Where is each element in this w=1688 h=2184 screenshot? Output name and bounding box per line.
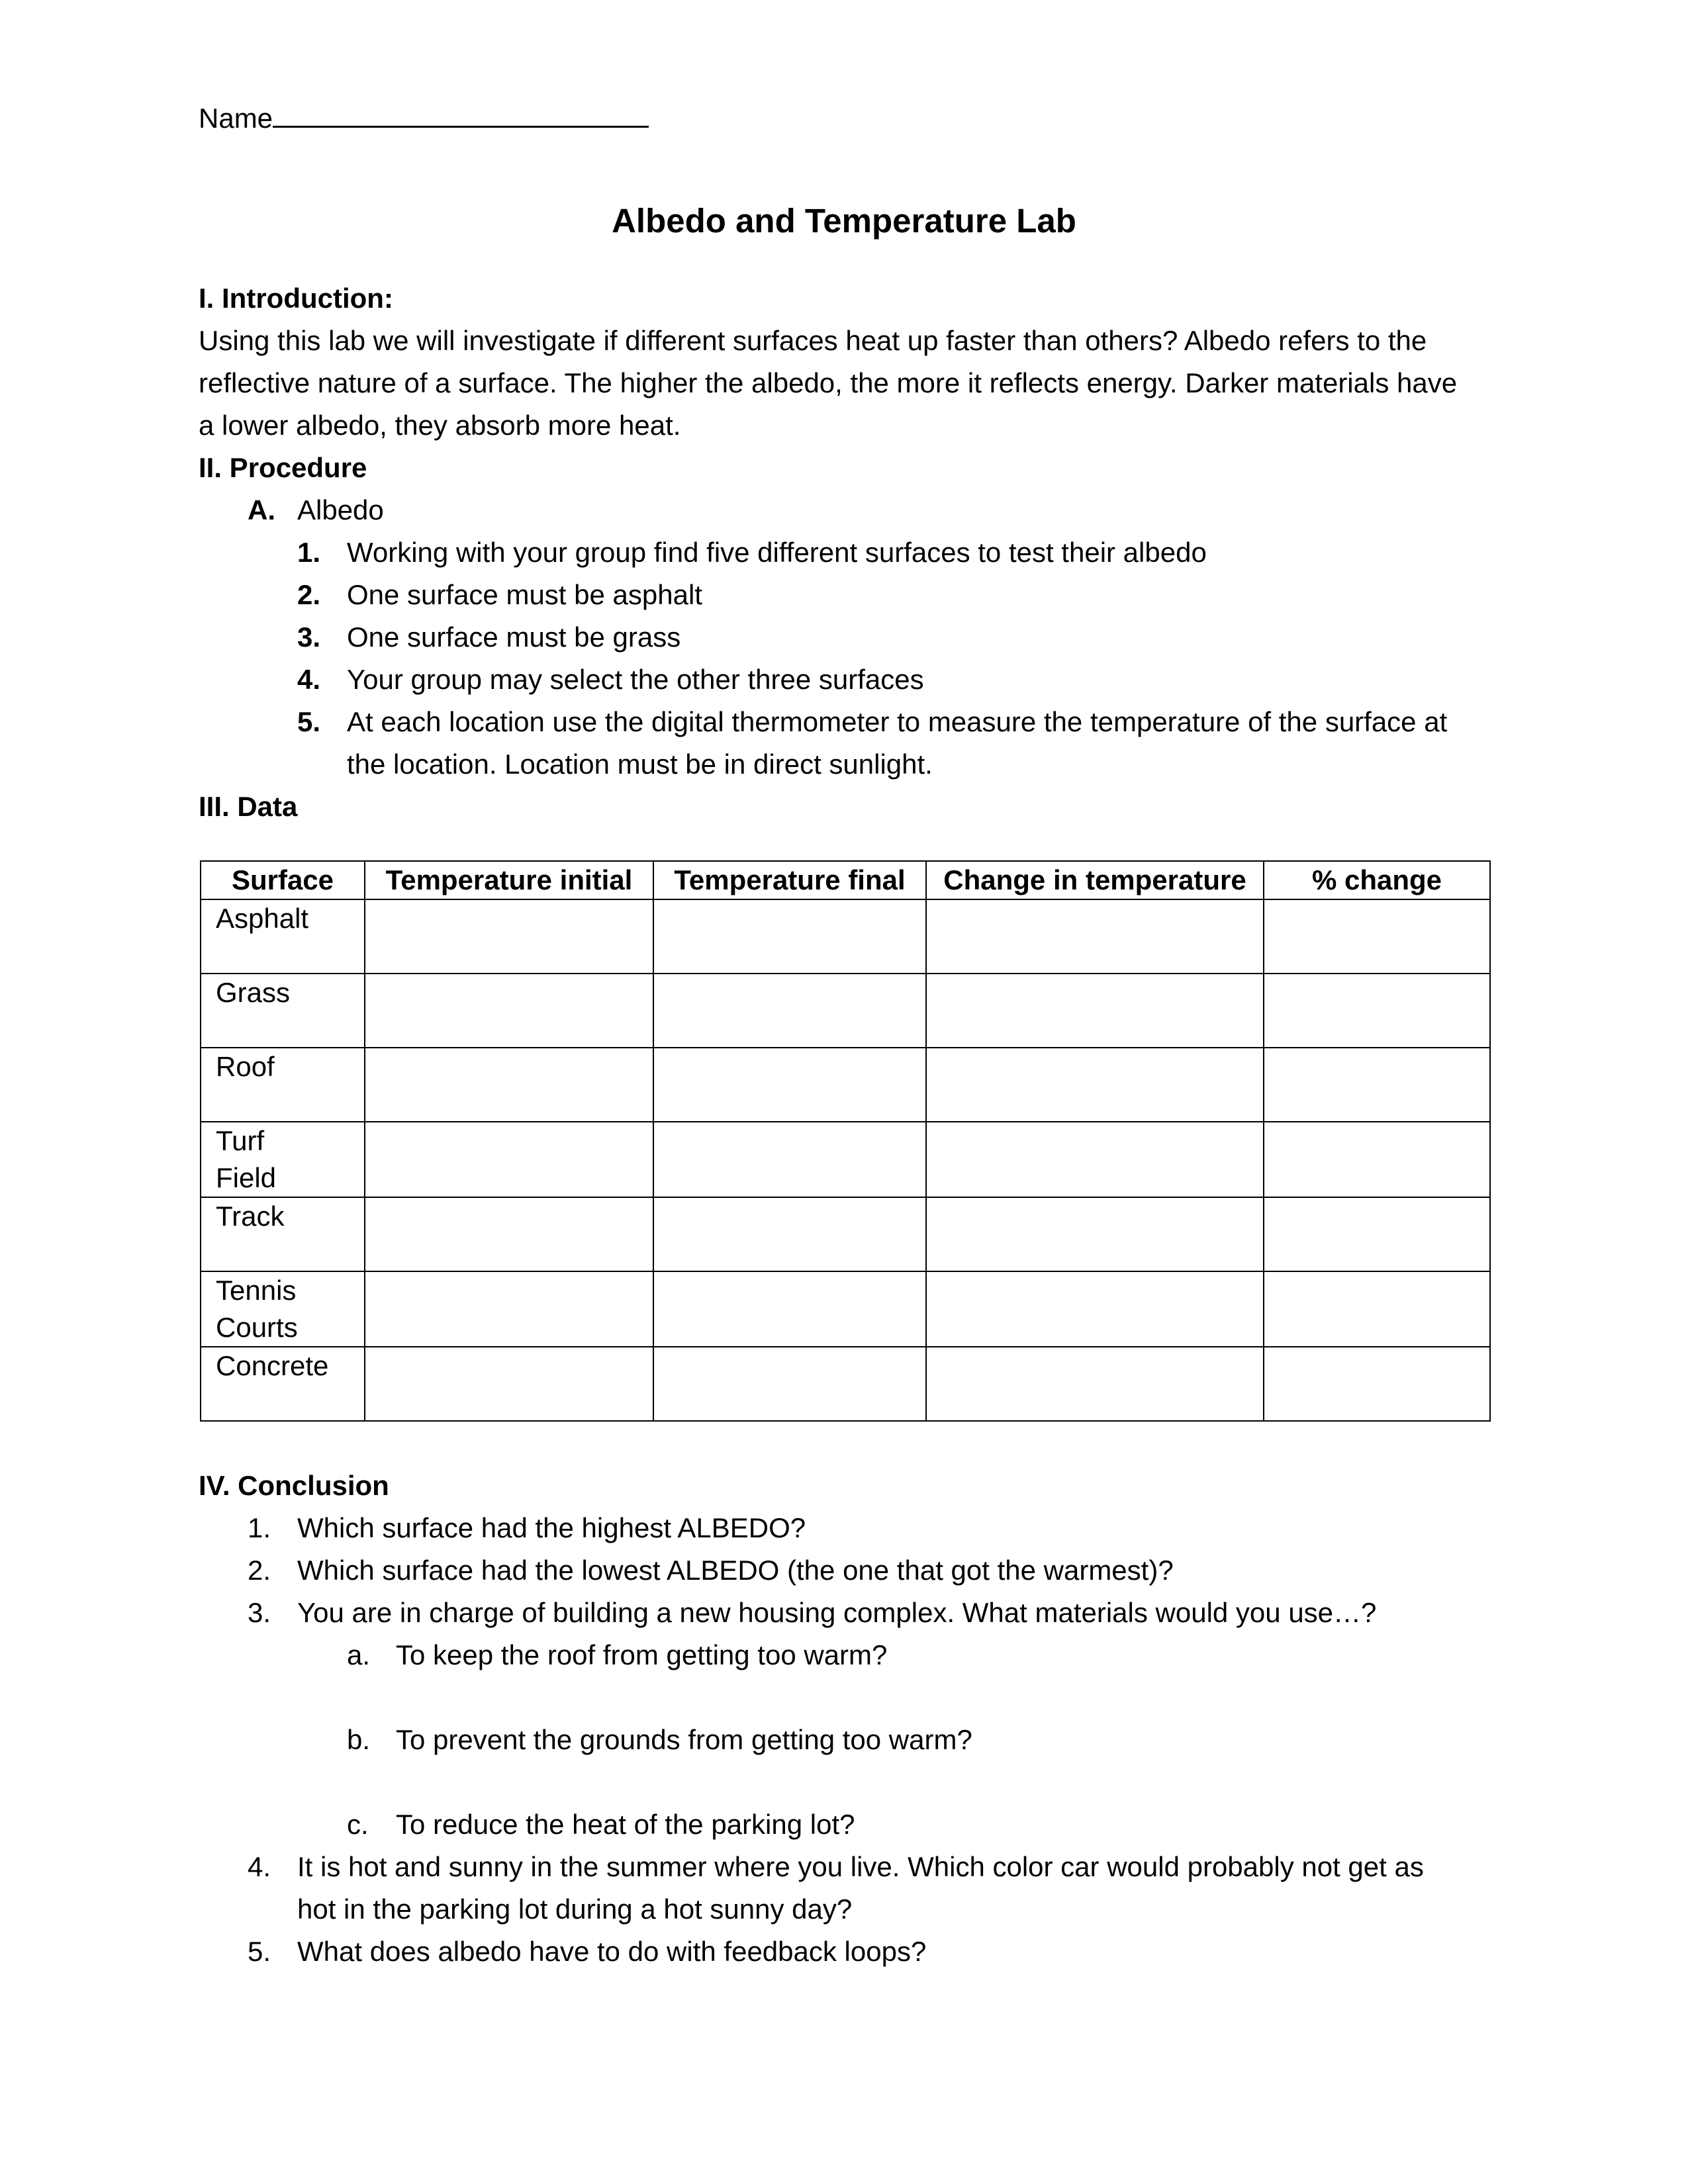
introduction-line-2: reflective nature of a surface. The higher the albedo, the more it reflects energy. Darker materials have [199, 367, 1458, 398]
column-header-temperature-final: Temperature final [653, 861, 926, 899]
introduction-line-1: Using this lab we will investigate if different surfaces heat up faster than others? Albedo refers to the [199, 325, 1427, 356]
step-number: 3. [297, 621, 321, 653]
table-row [201, 974, 1490, 1048]
surface-cell [201, 974, 365, 1048]
temperature-final-cell[interactable] [653, 1048, 926, 1122]
change-in-temperature-cell[interactable] [926, 1048, 1264, 1122]
name-label: Name [199, 103, 273, 134]
question-number: 1. [248, 1512, 271, 1543]
column-header-surface: Surface [201, 861, 365, 899]
procedure-section-label: Albedo [297, 494, 384, 525]
subquestion-letter: a. [347, 1639, 371, 1670]
surface-label: Roof [216, 1051, 275, 1082]
question-text: What does albedo have to do with feedback loops? [297, 1936, 927, 1967]
name-field[interactable] [199, 101, 649, 135]
question-number: 5. [248, 1936, 271, 1967]
introduction-heading: I. Introduction: [199, 283, 393, 314]
table-row [201, 1197, 1490, 1271]
temperature-initial-cell[interactable] [365, 1122, 653, 1197]
subquestion-letter: b. [347, 1724, 371, 1755]
procedure-heading: II. Procedure [199, 452, 367, 483]
introduction-line-3: a lower albedo, they absorb more heat. [199, 410, 681, 441]
surface-label-line-2: Courts [216, 1312, 298, 1343]
temperature-final-cell[interactable] [653, 1122, 926, 1197]
temperature-initial-cell[interactable] [365, 1347, 653, 1421]
surface-cell [201, 1347, 365, 1421]
question-number: 3. [248, 1597, 271, 1628]
surface-cell [201, 1271, 365, 1347]
question-number: 2. [248, 1555, 271, 1586]
surface-cell [201, 899, 365, 974]
surface-label: Turf [216, 1125, 265, 1156]
temperature-initial-cell[interactable] [365, 1197, 653, 1271]
temperature-final-cell[interactable] [653, 1271, 926, 1347]
subquestion-text: To keep the roof from getting too warm? [396, 1639, 888, 1670]
percent-change-cell[interactable] [1264, 1122, 1490, 1197]
question-text-continued: hot in the parking lot during a hot sunny day? [297, 1893, 853, 1925]
change-in-temperature-cell[interactable] [926, 1197, 1264, 1271]
change-in-temperature-cell[interactable] [926, 1347, 1264, 1421]
step-text: Working with your group find five different surfaces to test their albedo [347, 537, 1207, 568]
change-in-temperature-cell[interactable] [926, 974, 1264, 1048]
temperature-final-cell[interactable] [653, 899, 926, 974]
question-text: Which surface had the lowest ALBEDO (the one that got the warmest)? [297, 1555, 1174, 1586]
percent-change-cell[interactable] [1264, 1048, 1490, 1122]
subquestion-text: To prevent the grounds from getting too warm? [396, 1724, 972, 1755]
percent-change-cell[interactable] [1264, 1347, 1490, 1421]
question-text: Which surface had the highest ALBEDO? [297, 1512, 806, 1543]
step-number: 1. [297, 537, 321, 568]
step-text: At each location use the digital thermometer to measure the temperature of the surface at [347, 706, 1448, 737]
name-blank[interactable] [273, 101, 649, 128]
surface-label: Grass [216, 977, 291, 1008]
surface-label: Asphalt [216, 903, 309, 934]
step-number: 2. [297, 579, 321, 610]
table-row [201, 1048, 1490, 1122]
step-text: One surface must be grass [347, 621, 681, 653]
change-in-temperature-cell[interactable] [926, 899, 1264, 974]
temperature-initial-cell[interactable] [365, 1271, 653, 1347]
conclusion-heading: IV. Conclusion [199, 1470, 389, 1501]
temperature-initial-cell[interactable] [365, 974, 653, 1048]
surface-label-line-2: Field [216, 1162, 277, 1193]
step-text: Your group may select the other three surfaces [347, 664, 924, 695]
step-number: 5. [297, 706, 321, 737]
step-text: One surface must be asphalt [347, 579, 702, 610]
procedure-section-letter: A. [248, 494, 275, 525]
column-header-percent-change: % change [1264, 861, 1490, 899]
temperature-final-cell[interactable] [653, 1347, 926, 1421]
surface-cell [201, 1048, 365, 1122]
change-in-temperature-cell[interactable] [926, 1122, 1264, 1197]
subquestion-letter: c. [347, 1809, 369, 1840]
table-row [201, 1271, 1490, 1347]
data-table [200, 860, 1491, 1422]
temperature-initial-cell[interactable] [365, 1048, 653, 1122]
surface-label: Concrete [216, 1350, 329, 1381]
table-row [201, 1122, 1490, 1197]
surface-cell [201, 1197, 365, 1271]
table-row [201, 899, 1490, 974]
question-text: It is hot and sunny in the summer where you live. Which color car would probably not get as [297, 1851, 1424, 1882]
change-in-temperature-cell[interactable] [926, 1271, 1264, 1347]
subquestion-text: To reduce the heat of the parking lot? [396, 1809, 855, 1840]
percent-change-cell[interactable] [1264, 974, 1490, 1048]
step-number: 4. [297, 664, 321, 695]
temperature-final-cell[interactable] [653, 974, 926, 1048]
surface-label: Track [216, 1201, 285, 1232]
surface-cell [201, 1122, 365, 1197]
percent-change-cell[interactable] [1264, 899, 1490, 974]
percent-change-cell[interactable] [1264, 1197, 1490, 1271]
table-row [201, 1347, 1490, 1421]
question-text: You are in charge of building a new housing complex. What materials would you use…? [297, 1597, 1377, 1628]
step-text-continued: the location. Location must be in direct sunlight. [347, 749, 933, 780]
column-header-temperature-initial: Temperature initial [365, 861, 653, 899]
data-heading: III. Data [199, 791, 298, 822]
table-header-row [201, 861, 1490, 899]
question-number: 4. [248, 1851, 271, 1882]
temperature-initial-cell[interactable] [365, 899, 653, 974]
page-title: Albedo and Temperature Lab [612, 202, 1076, 240]
column-header-change-in-temperature: Change in temperature [926, 861, 1264, 899]
temperature-final-cell[interactable] [653, 1197, 926, 1271]
percent-change-cell[interactable] [1264, 1271, 1490, 1347]
surface-label: Tennis [216, 1275, 297, 1306]
